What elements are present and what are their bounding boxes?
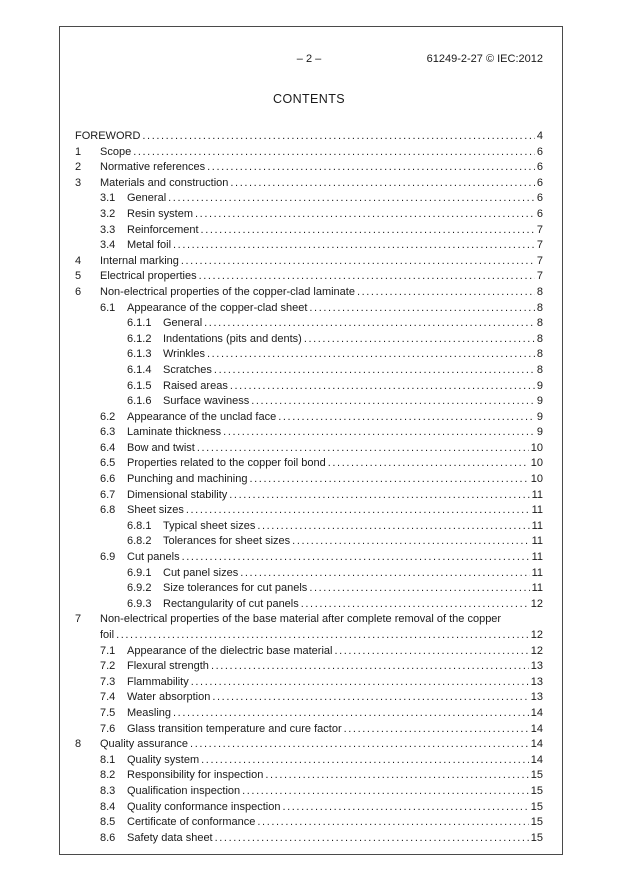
toc-entry-label: Appearance of the copper-clad sheet — [127, 301, 308, 314]
toc-leader-dots — [186, 504, 530, 516]
toc-entry — [75, 520, 543, 536]
toc-leader-dots — [223, 426, 535, 438]
toc-leader-dots — [181, 255, 535, 267]
toc-entry-number: 6.9.1 — [127, 566, 152, 579]
toc-entry-label: Dimensional stability — [127, 488, 228, 501]
toc-entry-label: Raised areas — [163, 379, 228, 392]
toc-entry — [75, 442, 543, 458]
toc-leader-dots — [207, 161, 535, 173]
toc-leader-dots — [278, 411, 535, 423]
toc-entry — [75, 146, 543, 162]
toc-entry-number: 7 — [75, 613, 82, 626]
toc-leader-dots — [204, 317, 535, 329]
toc-entry-label: Scratches — [163, 363, 212, 376]
toc-entry-page: 7 — [536, 254, 543, 267]
toc-entry-number: 6.1.5 — [127, 379, 152, 392]
toc-entry — [75, 754, 543, 770]
toc-entry — [75, 380, 543, 396]
toc-entry-label: Size tolerances for cut panels — [163, 582, 308, 595]
toc-entry — [75, 348, 543, 364]
toc-entry — [75, 395, 543, 411]
toc-entry-label: Resin system — [127, 207, 194, 220]
toc-entry — [75, 426, 543, 442]
toc-leader-dots — [182, 551, 530, 563]
toc-entry-page: 10 — [530, 473, 543, 486]
toc-leader-dots — [173, 707, 529, 719]
toc-entry-number: 1 — [75, 145, 82, 158]
toc-entry — [75, 613, 543, 629]
toc-entry — [75, 224, 543, 240]
toc-entry-page: 7 — [536, 223, 543, 236]
toc-entry-number: 7.6 — [100, 722, 116, 735]
toc-entry-page: 15 — [530, 769, 543, 782]
toc-leader-dots — [304, 333, 535, 345]
toc-entry-label: Wrinkles — [163, 348, 205, 361]
toc-entry-number: 6.1 — [100, 301, 116, 314]
toc-leader-dots — [199, 270, 535, 282]
toc-entry-label: Punching and machining — [127, 473, 248, 486]
toc-entry-page: 11 — [531, 582, 543, 595]
toc-entry-page: 9 — [536, 410, 543, 423]
toc-leader-dots — [344, 723, 529, 735]
toc-entry-page: 11 — [531, 566, 543, 579]
toc-entry — [75, 567, 543, 583]
toc-entry-page: 13 — [530, 660, 543, 673]
toc-leader-dots — [212, 691, 528, 703]
toc-leader-dots — [168, 192, 535, 204]
toc-entry-number: 6.8 — [100, 504, 116, 517]
toc-entry-number: 7.1 — [100, 644, 116, 657]
toc-entry-number: 6.9.2 — [127, 582, 152, 595]
toc-entry — [75, 660, 543, 676]
toc-entry-number: 5 — [75, 270, 82, 283]
toc-entry-number: 6.8.1 — [127, 519, 152, 532]
toc-leader-dots — [309, 582, 529, 594]
toc-entry — [75, 255, 543, 271]
toc-leader-dots — [207, 348, 535, 360]
toc-entry — [75, 317, 543, 333]
toc-entry-number: 3.3 — [100, 223, 116, 236]
toc-entry-page: 8 — [536, 301, 543, 314]
toc-entry-page: 14 — [530, 738, 543, 751]
toc-leader-dots — [197, 442, 529, 454]
toc-entry-label: Appearance of the unclad face — [127, 410, 277, 423]
toc-entry-label: Quality system — [127, 753, 200, 766]
toc-entry-number: 3.2 — [100, 207, 116, 220]
toc-leader-dots — [173, 239, 535, 251]
toc-entry — [75, 177, 543, 193]
toc-leader-dots — [328, 457, 529, 469]
toc-leader-dots — [292, 535, 529, 547]
toc-leader-dots — [265, 769, 528, 781]
toc-entry-page: 7 — [536, 239, 543, 252]
toc-leader-dots — [215, 832, 529, 844]
toc-leader-dots — [230, 177, 534, 189]
toc-entry-number: 6.6 — [100, 473, 116, 486]
toc-entry — [75, 723, 543, 739]
page-header — [75, 53, 543, 66]
document-page — [59, 26, 563, 855]
toc-entry-number: 7.2 — [100, 660, 116, 673]
toc-entry-number: 8.6 — [100, 831, 116, 844]
toc-entry — [75, 551, 543, 567]
toc-leader-dots — [229, 489, 529, 501]
toc-entry — [75, 504, 543, 520]
toc-entry-page: 12 — [530, 597, 543, 610]
toc-entry-page: 9 — [536, 379, 543, 392]
toc-entry-label: Sheet sizes — [127, 504, 184, 517]
toc-entry-label: Laminate thickness — [127, 426, 222, 439]
toc-entry-label: Surface waviness — [163, 395, 250, 408]
toc-entry-number: 6.3 — [100, 426, 116, 439]
toc-leader-dots — [240, 567, 529, 579]
toc-entry — [75, 832, 543, 848]
toc-entry-label: Glass transition temperature and cure factor — [127, 722, 342, 735]
toc-entry-number: 8.4 — [100, 800, 116, 813]
toc-entry-label: Bow and twist — [127, 441, 195, 454]
toc-leader-dots — [357, 286, 535, 298]
page-number-header: – 2 – — [296, 53, 322, 65]
toc-entry-page: 10 — [530, 457, 543, 470]
toc-entry — [75, 691, 543, 707]
toc-entry-number: 6.1.3 — [127, 348, 152, 361]
toc-entry — [75, 286, 543, 302]
toc-entry-label: Tolerances for sheet sizes — [163, 535, 291, 548]
toc-entry-number: 6.7 — [100, 488, 116, 501]
toc-entry-number: 6.1.6 — [127, 395, 152, 408]
toc-entry-label: Cut panels — [127, 551, 180, 564]
toc-entry-page: 14 — [530, 722, 543, 735]
toc-entry-label: Flexural strength — [127, 660, 209, 673]
toc-entry-number: 8.2 — [100, 769, 116, 782]
toc-entry — [75, 302, 543, 318]
toc-entry-label: Rectangularity of cut panels — [163, 597, 299, 610]
toc-entry — [75, 192, 543, 208]
toc-leader-dots — [257, 816, 528, 828]
toc-entry-page: 15 — [530, 816, 543, 829]
toc-entry — [75, 629, 543, 645]
toc-entry-label: Metal foil — [127, 239, 172, 252]
toc-entry — [75, 582, 543, 598]
toc-leader-dots — [334, 645, 528, 657]
toc-entry-label: Typical sheet sizes — [163, 519, 256, 532]
toc-entry-number: 6.1.2 — [127, 332, 152, 345]
toc-entry-page: 8 — [536, 363, 543, 376]
toc-entry-page: 14 — [530, 753, 543, 766]
toc-entry-page: 10 — [530, 441, 543, 454]
toc-entry-page: 11 — [531, 504, 543, 517]
toc-entry-number: 3.1 — [100, 192, 116, 205]
toc-entry — [75, 473, 543, 489]
toc-entry — [75, 801, 543, 817]
toc-entry-label: Measling — [127, 706, 172, 719]
toc-entry-page: 11 — [531, 519, 543, 532]
toc-entry-number: 6.9.3 — [127, 597, 152, 610]
toc-entry-label: foil — [100, 629, 115, 641]
toc-leader-dots — [251, 395, 535, 407]
contents-title: CONTENTS — [273, 92, 345, 106]
toc-entry-number: 6.9 — [100, 551, 116, 564]
toc-entry — [75, 645, 543, 661]
toc-entry — [75, 816, 543, 832]
toc-entry-label: Scope — [100, 145, 132, 158]
toc-entry-label: Water absorption — [127, 691, 211, 704]
toc-entry — [75, 411, 543, 427]
toc-entry-label: General — [163, 317, 203, 330]
toc-leader-dots — [133, 146, 535, 158]
toc-entry-page: 11 — [531, 488, 543, 501]
toc-entry-number: 8.1 — [100, 753, 116, 766]
toc-entry — [75, 676, 543, 692]
toc-entry-page: 13 — [530, 675, 543, 688]
toc-entry-number: 7.4 — [100, 691, 116, 704]
toc-entry-label: Indentations (pits and dents) — [163, 332, 302, 345]
toc-entry-number: 6.8.2 — [127, 535, 152, 548]
toc-entry-number: 6.5 — [100, 457, 116, 470]
toc-entry-number: 3 — [75, 176, 82, 189]
toc-entry-page: 6 — [536, 145, 543, 158]
toc-entry-page: 8 — [536, 348, 543, 361]
toc-entry-label: Qualification inspection — [127, 784, 241, 797]
toc-entry-page: 6 — [536, 207, 543, 220]
toc-entry-page: 6 — [536, 192, 543, 205]
toc-entry-page: 6 — [536, 161, 543, 174]
toc-entry-label: Non-electrical properties of the copper-clad laminate — [100, 285, 355, 298]
toc-entry-label: Non-electrical properties of the base material after complete removal of the copper — [100, 613, 502, 626]
toc-entry-label: General — [127, 192, 167, 205]
toc-list — [75, 130, 543, 847]
toc-entry-page: 15 — [530, 800, 543, 813]
toc-leader-dots — [282, 801, 528, 813]
toc-entry-page: 8 — [536, 317, 543, 330]
toc-entry-label: Quality assurance — [100, 738, 189, 751]
toc-entry-number: 3.4 — [100, 239, 116, 252]
toc-entry-page: 11 — [531, 535, 543, 548]
toc-entry-page: 6 — [536, 176, 543, 189]
toc-leader-dots — [257, 520, 529, 532]
toc-entry — [75, 333, 543, 349]
toc-entry-page: 15 — [530, 831, 543, 844]
toc-entry-number: 6 — [75, 285, 82, 298]
toc-entry — [75, 769, 543, 785]
toc-entry-label: FOREWORD — [75, 130, 141, 142]
toc-leader-dots — [211, 660, 529, 672]
toc-entry-label: Materials and construction — [100, 176, 229, 189]
toc-entry — [75, 598, 543, 614]
toc-entry-page: 8 — [536, 332, 543, 345]
toc-leader-dots — [116, 629, 529, 641]
toc-entry-number: 8.3 — [100, 784, 116, 797]
toc-entry-page: 14 — [530, 706, 543, 719]
toc-entry-number: 8 — [75, 738, 82, 751]
toc-entry — [75, 535, 543, 551]
toc-entry — [75, 239, 543, 255]
toc-entry-number: 8.5 — [100, 816, 116, 829]
toc-leader-dots — [191, 676, 529, 688]
toc-entry-number: 6.1.1 — [127, 317, 152, 330]
toc-leader-dots — [242, 785, 529, 797]
toc-leader-dots — [230, 380, 535, 392]
toc-entry — [75, 161, 543, 177]
toc-entry — [75, 785, 543, 801]
toc-entry-page: 9 — [536, 426, 543, 439]
toc-entry-number: 2 — [75, 161, 82, 174]
toc-entry-number: 6.1.4 — [127, 363, 152, 376]
toc-leader-dots — [301, 598, 529, 610]
toc-entry-page: 4 — [536, 130, 543, 142]
toc-entry — [75, 457, 543, 473]
toc-entry — [75, 707, 543, 723]
toc-leader-dots — [201, 754, 529, 766]
toc-entry-number: 6.4 — [100, 441, 116, 454]
toc-leader-dots — [195, 208, 535, 220]
toc-leader-dots — [142, 130, 534, 142]
toc-entry — [75, 364, 543, 380]
toc-leader-dots — [214, 364, 535, 376]
toc-entry-label: Electrical properties — [100, 270, 197, 283]
toc-entry-page: 13 — [530, 691, 543, 704]
toc-entry-number: 7.5 — [100, 706, 116, 719]
toc-entry-page: 12 — [530, 644, 543, 657]
toc-entry-label: Internal marking — [100, 254, 179, 267]
toc-entry — [75, 270, 543, 286]
toc-leader-dots — [309, 302, 534, 314]
toc-entry — [75, 208, 543, 224]
document-reference: 61249-2-27 © IEC:2012 — [426, 53, 543, 65]
toc-entry-page: 15 — [530, 784, 543, 797]
toc-entry-number: 6.2 — [100, 410, 116, 423]
toc-entry-label: Safety data sheet — [127, 831, 213, 844]
toc-entry — [75, 738, 543, 754]
toc-entry-label: Flammability — [127, 675, 189, 688]
toc-entry-label: Appearance of the dielectric base material — [127, 644, 333, 657]
toc-entry-label: Certificate of conformance — [127, 816, 256, 829]
toc-entry-page: 9 — [536, 395, 543, 408]
toc-entry-number: 4 — [75, 254, 82, 267]
toc-entry — [75, 130, 543, 146]
toc-entry-label: Cut panel sizes — [163, 566, 239, 579]
toc-entry-label: Normative references — [100, 161, 206, 174]
toc-entry — [75, 489, 543, 505]
toc-entry-label: Responsibility for inspection — [127, 769, 264, 782]
toc-entry-label: Properties related to the copper foil bond — [127, 457, 326, 470]
toc-leader-dots — [190, 738, 529, 750]
toc-leader-dots — [249, 473, 528, 485]
toc-entry-page: 8 — [536, 285, 543, 298]
toc-entry-page: 12 — [530, 629, 543, 641]
toc-leader-dots — [201, 224, 535, 236]
toc-entry-page: 11 — [531, 551, 543, 564]
toc-entry-label: Reinforcement — [127, 223, 199, 236]
toc-entry-number: 7.3 — [100, 675, 116, 688]
toc-entry-page: 7 — [536, 270, 543, 283]
toc-entry-label: Quality conformance inspection — [127, 800, 281, 813]
